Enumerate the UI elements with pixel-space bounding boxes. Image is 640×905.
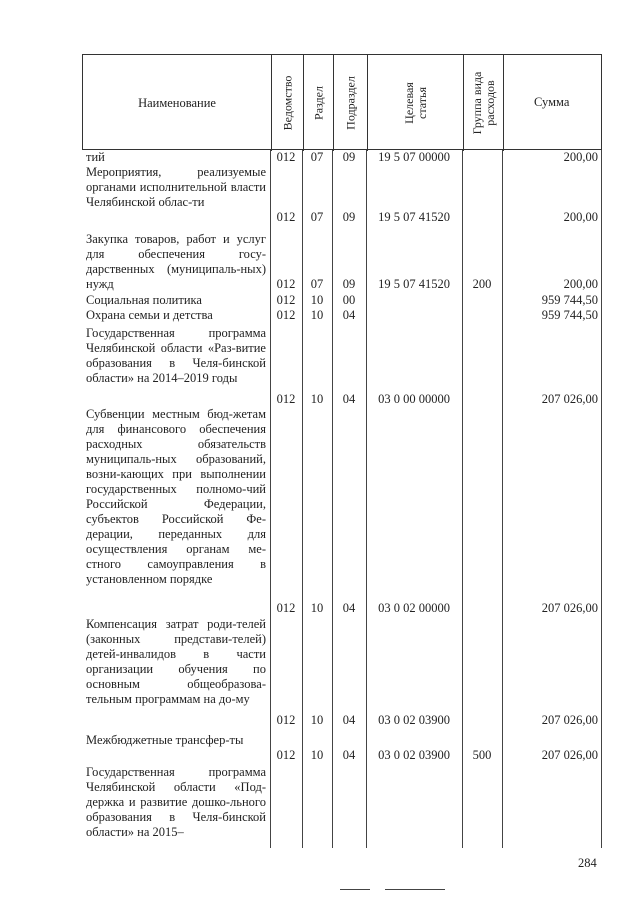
row-vedomstvo: 012	[276, 308, 296, 322]
header-vedomstvo-cell	[271, 55, 303, 151]
row-summa: 207 026,00	[541, 601, 598, 615]
row-summa: 200,00	[563, 150, 598, 164]
row-name: Компенсация затрат роди-телей (законных представи-телей) детей-инвалидов в части организации обучения по основным общеобразова-тельным программам на до-му	[86, 617, 266, 706]
row-name: Государственная программа Челябинской области «Под-держка и развитие дошко-льного образования в Челя-бинской области» на 2015–	[86, 765, 266, 839]
header-summa: Сумма	[534, 95, 570, 109]
row-gruppa: 500	[472, 748, 492, 762]
row-podrazdel: 04	[342, 308, 356, 322]
header-podrazdel: Подраздел	[343, 76, 357, 130]
row-vedomstvo: 012	[276, 293, 296, 307]
header-razdel: Раздел	[311, 86, 325, 120]
row-name: Мероприятия, реализуемые органами исполнительной власти Челябинской облас-ти	[86, 165, 266, 209]
row-razdel: 07	[310, 150, 324, 164]
row-vedomstvo: 012	[276, 210, 296, 224]
row-celevaya: 03 0 02 03900	[378, 748, 450, 762]
header-razdel-cell	[303, 55, 333, 151]
page-number: 284	[578, 856, 597, 870]
footer-rule	[340, 889, 370, 890]
row-podrazdel: 09	[342, 277, 356, 291]
table-header	[82, 54, 602, 150]
header-vedomstvo: Ведомство	[280, 75, 294, 131]
table-row	[82, 617, 602, 729]
row-razdel: 10	[310, 748, 324, 762]
row-summa: 200,00	[563, 277, 598, 291]
row-podrazdel: 04	[342, 748, 356, 762]
row-summa: 959 744,50	[541, 308, 598, 322]
row-vedomstvo: 012	[276, 392, 296, 406]
row-name: Охрана семьи и детства	[86, 308, 213, 322]
header-celevaya-cell	[367, 55, 463, 151]
row-summa: 200,00	[563, 210, 598, 224]
row-vedomstvo: 012	[276, 601, 296, 615]
header-summa-cell	[503, 55, 603, 151]
row-celevaya: 19 5 07 41520	[378, 210, 450, 224]
row-name: Социальная политика	[86, 293, 202, 307]
row-summa: 207 026,00	[541, 392, 598, 406]
header-celevaya	[403, 82, 429, 124]
row-celevaya: 19 5 07 00000	[378, 150, 450, 164]
header-gruppa	[471, 72, 497, 135]
header-celevaya-line2: статья	[414, 87, 429, 119]
row-summa: 207 026,00	[541, 748, 598, 762]
row-podrazdel: 04	[342, 392, 356, 406]
header-name: Наименование	[138, 95, 216, 110]
table-body	[82, 150, 602, 848]
row-name: Межбюджетные трансфер-ты	[86, 733, 244, 747]
row-gruppa: 200	[472, 277, 492, 291]
table-row	[82, 165, 602, 225]
row-vedomstvo: 012	[276, 748, 296, 762]
footer-rule	[385, 889, 445, 890]
row-razdel: 10	[310, 713, 324, 727]
row-vedomstvo: 012	[276, 713, 296, 727]
row-podrazdel: 04	[342, 713, 356, 727]
row-podrazdel: 09	[342, 210, 356, 224]
header-podrazdel-cell	[333, 55, 367, 151]
row-celevaya: 03 0 02 03900	[378, 713, 450, 727]
row-razdel: 07	[310, 210, 324, 224]
row-name: Закупка товаров, работ и услуг для обеспечения госу-дарственных (муниципаль-ных) нужд	[86, 232, 266, 291]
row-name: Субвенции местным бюд-жетам для финансового обеспечения расходных обязательств муниципаль-ных образований, возни-кающих при выполнении государственных полномо-чий Российской Федерации, субъектов Российской Фе-дерации, переданных для осуществления органам ме-стного самоуправления в установленном порядке	[86, 407, 266, 586]
header-gruppa-cell	[463, 55, 503, 151]
row-razdel: 10	[310, 601, 324, 615]
header-gruppa-line2: расходов	[482, 80, 497, 126]
table-row	[82, 733, 602, 763]
table-row	[82, 232, 602, 292]
row-razdel: 07	[310, 277, 324, 291]
row-razdel: 10	[310, 293, 324, 307]
row-razdel: 10	[310, 392, 324, 406]
header-celevaya-line1: Целевая	[401, 82, 416, 124]
row-vedomstvo: 012	[276, 277, 296, 291]
row-razdel: 10	[310, 308, 324, 322]
row-podrazdel: 09	[342, 150, 356, 164]
row-name: Государственная программа Челябинской области «Раз-витие образования в Челя-бинской области» на 2014–2019 годы	[86, 326, 266, 385]
row-podrazdel: 00	[342, 293, 356, 307]
row-vedomstvo: 012	[276, 150, 296, 164]
row-celevaya: 19 5 07 41520	[378, 277, 450, 291]
row-summa: 207 026,00	[541, 713, 598, 727]
table-row	[82, 765, 602, 845]
table-row	[82, 407, 602, 617]
row-celevaya: 03 0 00 00000	[378, 392, 450, 406]
row-summa: 959 744,50	[541, 293, 598, 307]
header-gruppa-line1: Группа вида	[469, 71, 484, 135]
table-row	[82, 326, 602, 406]
row-podrazdel: 04	[342, 601, 356, 615]
row-name: тий	[86, 150, 105, 164]
row-celevaya: 03 0 02 00000	[378, 601, 450, 615]
